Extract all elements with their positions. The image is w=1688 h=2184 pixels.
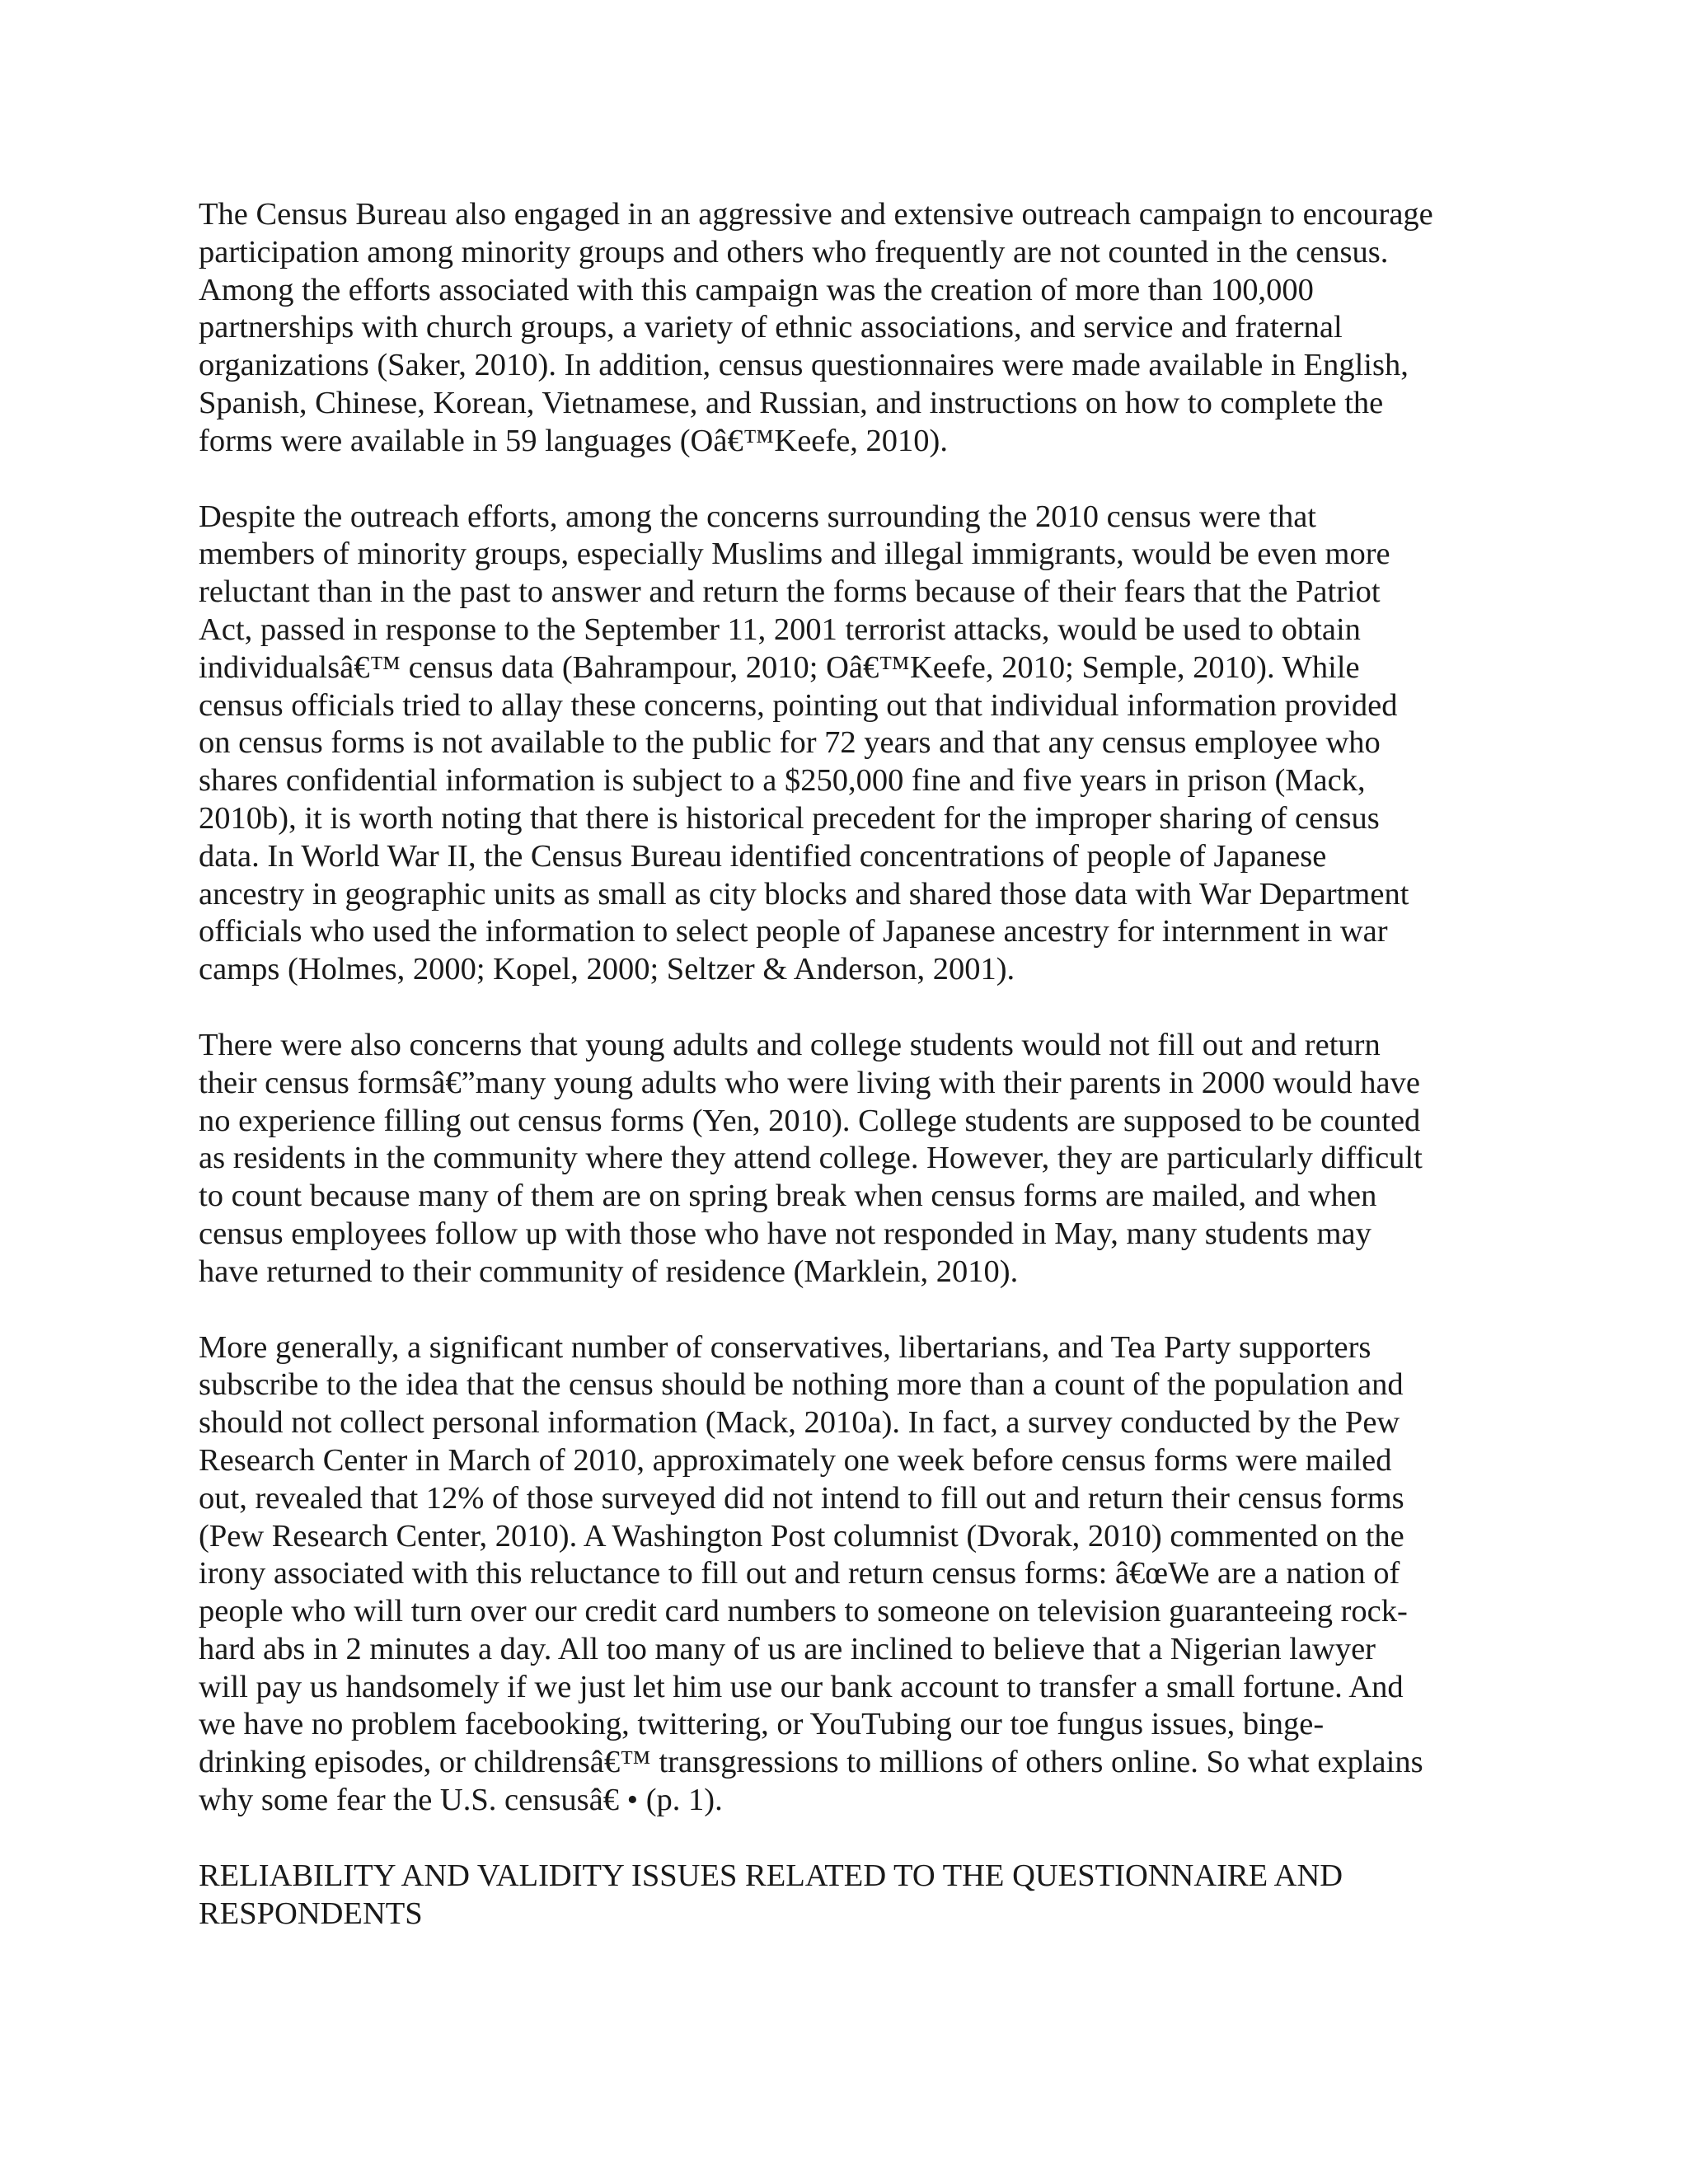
text-line: The Census Bureau also engaged in an aggressive and extensive outreach campaign to encourage (199, 197, 1433, 232)
text-line: Despite the outreach efforts, among the concerns surrounding the 2010 census were that (199, 499, 1316, 534)
text-line: hard abs in 2 minutes a day. All too many of us are inclined to believe that a Nigerian lawyer (199, 1631, 1376, 1666)
paragraph-minority-concerns (199, 499, 1517, 989)
text-line: should not collect personal information (Mack, 2010a). In fact, a survey conducted by the Pew (199, 1405, 1400, 1441)
heading-line: RELIABILITY AND VALIDITY ISSUES RELATED TO THE QUESTIONNAIRE AND (199, 1858, 1343, 1893)
text-line: census employees follow up with those who have not responded in May, many students may (199, 1216, 1372, 1251)
text-line: subscribe to the idea that the census should be nothing more than a count of the population and (199, 1367, 1404, 1403)
text-line: out, revealed that 12% of those surveyed did not intend to fill out and return their census forms (199, 1480, 1404, 1516)
text-line: reluctant than in the past to answer and return the forms because of their fears that the Patriot (199, 574, 1381, 610)
text-line: shares confidential information is subject to a $250,000 fine and five years in prison (Mack, (199, 763, 1366, 799)
text-line: data. In World War II, the Census Bureau identified concentrations of people of Japanese (199, 838, 1327, 874)
text-line: irony associated with this reluctance to fill out and return census forms: â€œWe are a nation of (199, 1556, 1400, 1591)
text-line: on census forms is not available to the public for 72 years and that any census employee who (199, 725, 1381, 761)
paragraph-outreach-campaign (199, 196, 1517, 461)
text-line: officials who used the information to select people of Japanese ancestry for internment in war (199, 914, 1388, 949)
text-line: census officials tried to allay these concerns, pointing out that individual information provided (199, 687, 1398, 723)
text-line: Spanish, Chinese, Korean, Vietnamese, and Russian, and instructions on how to complete the (199, 385, 1384, 420)
text-line: their census formsâ€”many young adults who were living with their parents in 2000 would have (199, 1065, 1420, 1100)
text-line: partnerships with church groups, a variety of ethnic associations, and service and fraternal (199, 310, 1343, 345)
text-line: More generally, a significant number of conservatives, libertarians, and Tea Party supporters (199, 1329, 1372, 1365)
text-line: There were also concerns that young adults and college students would not fill out and return (199, 1027, 1381, 1062)
paragraph-young-adults (199, 1027, 1517, 1291)
heading-line: RESPONDENTS (199, 1896, 423, 1931)
text-line: drinking episodes, or childrensâ€™ transgressions to millions of others online. So what explains (199, 1745, 1423, 1780)
document-page (199, 196, 1517, 1933)
text-line: participation among minority groups and others who frequently are not counted in the census. (199, 234, 1389, 269)
paragraph-conservatives (199, 1329, 1517, 1820)
text-line: will pay us handsomely if we just let him use our bank account to transfer a small fortune. And (199, 1669, 1404, 1704)
text-line: no experience filling out census forms (Yen, 2010). College students are supposed to be counted (199, 1103, 1421, 1138)
text-line: Research Center in March of 2010, approximately one week before census forms were mailed (199, 1442, 1392, 1478)
text-line: why some fear the U.S. censusâ€ • (p. 1). (199, 1783, 723, 1818)
text-line: forms were available in 59 languages (Oâ€™Keefe, 2010). (199, 423, 948, 458)
text-line: as residents in the community where they attend college. However, they are particularly difficult (199, 1141, 1423, 1176)
text-line: Act, passed in response to the September 11, 2001 terrorist attacks, would be used to obtain (199, 612, 1361, 647)
text-line: 2010b), it is worth noting that there is historical precedent for the improper sharing of census (199, 800, 1380, 836)
text-line: organizations (Saker, 2010). In addition, census questionnaires were made available in English, (199, 348, 1409, 383)
text-line: individualsâ€™ census data (Bahrampour, 2010; Oâ€™Keefe, 2010; Semple, 2010). While (199, 649, 1360, 685)
text-line: camps (Holmes, 2000; Kopel, 2000; Seltzer & Anderson, 2001). (199, 952, 1015, 987)
text-line: we have no problem facebooking, twittering, or YouTubing our toe fungus issues, binge- (199, 1707, 1325, 1742)
text-line: members of minority groups, especially Muslims and illegal immigrants, would be even more (199, 537, 1390, 572)
text-line: (Pew Research Center, 2010). A Washington Post columnist (Dvorak, 2010) commented on the (199, 1518, 1404, 1554)
text-line: people who will turn over our credit card numbers to someone on television guaranteeing rock- (199, 1594, 1408, 1629)
text-line: ancestry in geographic units as small as city blocks and shared those data with War Department (199, 876, 1409, 912)
text-line: Among the efforts associated with this campaign was the creation of more than 100,000 (199, 272, 1314, 307)
section-heading (199, 1858, 1517, 1933)
text-line: to count because many of them are on spring break when census forms are mailed, and when (199, 1179, 1377, 1214)
text-line: have returned to their community of residence (Marklein, 2010). (199, 1254, 1019, 1289)
